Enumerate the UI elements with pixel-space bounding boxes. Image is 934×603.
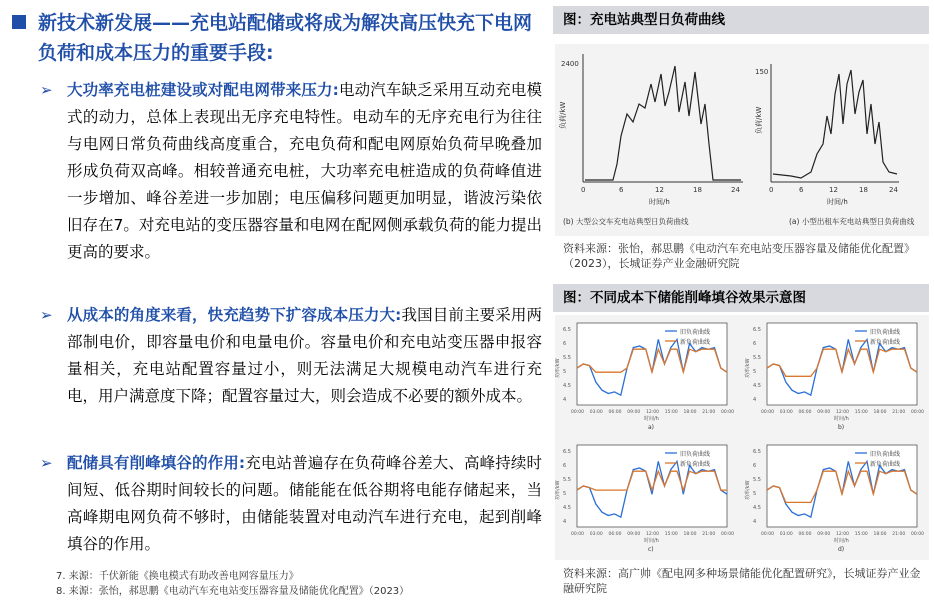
x-tick: 18:00 [683, 410, 697, 415]
x-tick: 21:00 [892, 410, 906, 415]
panel-a-xtick: 0 [769, 186, 774, 194]
figure-2-title: 图：不同成本下储能削峰填谷效果示意图 [553, 284, 929, 312]
square-bullet-icon [12, 15, 26, 29]
panel-label: c) [648, 546, 654, 553]
y-tick: 6.5 [753, 327, 761, 333]
y-axis-label: 功率/kW [555, 480, 561, 500]
panel-a-xtick: 24 [889, 186, 898, 194]
bullet-text: 电动汽车缺乏采用互动充电模式的动力，总体上表现出无序充电特性。电动车的无序充电行为往往与电网日常负荷曲线高度重合，充电负荷和配电网原始负荷早晚叠加形成负荷双高峰。相较普通充电桩，大功率充电桩造成的负荷峰值进一步增加、峰谷差进一步加剧；电压偏移问题更加明显，谐波污染依旧存在7。对充电站的变压器容量和电网在配网侧承载负荷的能力提出更高的要求。 [67, 81, 542, 261]
panel-b-xtick: 12 [655, 186, 664, 194]
y-tick: 4 [563, 397, 567, 403]
x-tick: 09:00 [627, 410, 641, 415]
x-tick: 06:00 [798, 532, 812, 537]
panel-label: d) [838, 546, 845, 553]
bullet-lead: 配储具有削峰填谷的作用: [67, 454, 246, 472]
x-tick: 00:00 [911, 410, 924, 415]
x-tick: 00:00 [761, 410, 774, 415]
x-tick: 21:00 [892, 532, 906, 537]
arrow-bullet-icon: ➢ [40, 81, 53, 99]
x-tick: 00:00 [721, 532, 734, 537]
x-tick: 03:00 [589, 532, 603, 537]
x-tick: 09:00 [817, 532, 831, 537]
panel-b-xtick: 18 [693, 186, 702, 194]
panel-a-xtick: 12 [829, 186, 838, 194]
x-tick: 21:00 [702, 532, 716, 537]
legend-old-label: 旧负荷曲线 [870, 451, 901, 458]
x-tick: 18:00 [873, 532, 887, 537]
x-axis-label: 时间/h [834, 538, 849, 544]
x-tick: 00:00 [571, 410, 584, 415]
x-tick: 06:00 [608, 410, 622, 415]
y-tick: 6.5 [753, 449, 761, 455]
panel-b-xlabel: 时间/h [649, 198, 670, 206]
y-tick: 6.5 [563, 327, 571, 333]
x-tick: 09:00 [627, 532, 641, 537]
panel-b-caption: (b) 大型公交车充电站典型日负荷曲线 [563, 217, 689, 226]
y-axis-label: 功率/kW [745, 358, 751, 378]
y-tick: 4 [753, 519, 757, 525]
figure-2-source: 资料来源：高广帅《配电网多种场景储能优化配置研究》，长城证券产业金融研究院 [563, 567, 921, 595]
y-tick: 4 [753, 397, 757, 403]
panel-a-xlabel: 时间/h [827, 198, 848, 206]
y-tick: 5 [753, 491, 757, 497]
legend-old-label: 旧负荷曲线 [680, 329, 711, 336]
panel-b-ytick: 2400 [561, 60, 579, 68]
y-tick: 6 [753, 341, 757, 347]
footnote-8: 8. 来源：张怡，郝思鹏《电动汽车充电站变压器容量及储能优化配置》（2023） [56, 586, 410, 597]
figure-2-image [555, 315, 929, 560]
figure-1-title: 图：充电站典型日负荷曲线 [553, 6, 929, 34]
x-tick: 15:00 [854, 532, 868, 537]
y-tick: 5.5 [753, 355, 761, 361]
figure-1-image [555, 44, 929, 236]
panel-a-ylabel: 负荷/kW [755, 106, 763, 134]
panel-b-ylabel: 负荷/kW [559, 101, 567, 129]
y-tick: 5.5 [563, 477, 571, 483]
y-tick: 4.5 [753, 383, 761, 389]
x-tick: 03:00 [779, 532, 793, 537]
y-tick: 6 [563, 463, 567, 469]
storage-panel [744, 323, 924, 431]
bullet-text: 充电站普遍存在负荷峰谷差大、高峰持续时间短、低谷期时间较长的问题。储能能在低谷期将电能存储起来，当高峰期电网负荷不够时，由储能装置对电动汽车进行充电，起到削峰填谷的作用。 [67, 454, 542, 553]
x-tick: 12:00 [646, 532, 659, 537]
heading-text: 新技术新发展——充电站配储或将成为解决高压快充下电网负荷和成本压力的重要手段: [38, 12, 533, 64]
y-tick: 4.5 [563, 383, 571, 389]
y-tick: 5 [563, 369, 567, 375]
x-tick: 09:00 [817, 410, 831, 415]
panel-a-xtick: 18 [859, 186, 868, 194]
panel-a-caption: (a) 小型出租车充电站典型日负荷曲线 [789, 217, 915, 226]
bullet-point-2 [40, 302, 542, 410]
x-tick: 06:00 [608, 532, 622, 537]
x-tick: 15:00 [854, 410, 868, 415]
x-tick: 18:00 [683, 532, 697, 537]
footnote-7: 7. 来源：千伏新能《换电模式有助改善电网容量压力》 [56, 571, 299, 582]
y-axis-label: 功率/kW [555, 358, 561, 378]
x-tick: 00:00 [761, 532, 774, 537]
x-tick: 12:00 [836, 410, 849, 415]
y-tick: 4 [563, 519, 567, 525]
y-tick: 5.5 [753, 477, 761, 483]
y-tick: 5 [753, 369, 757, 375]
panel-b-xtick: 24 [731, 186, 740, 194]
x-axis-label: 时间/h [834, 416, 849, 422]
legend-new-label: 新负荷曲线 [870, 461, 901, 468]
storage-panel [744, 445, 924, 553]
x-axis-label: 时间/h [644, 538, 659, 544]
bullet-lead: 大功率充电桩建设或对配电网带来压力: [67, 81, 339, 99]
x-tick: 03:00 [589, 410, 603, 415]
arrow-bullet-icon: ➢ [40, 454, 53, 472]
legend-old-label: 旧负荷曲线 [870, 329, 901, 336]
x-tick: 15:00 [664, 532, 678, 537]
bullet-text: 我国目前主要采用两部制电价，即容量电价和电量电价。容量电价和充电站变压器申报容量相关，充电站配置容量过小，则无法满足大规模电动汽车进行充电，用户满意度下降；配置容量过大，则会造成不必要的额外成本。 [67, 306, 542, 405]
y-tick: 6 [753, 463, 757, 469]
x-axis-label: 时间/h [644, 416, 659, 422]
arrow-bullet-icon: ➢ [40, 306, 53, 324]
bullet-lead: 从成本的角度来看，快充趋势下扩容成本压力大: [67, 306, 402, 324]
panel-label: a) [648, 424, 655, 431]
y-tick: 5 [563, 491, 567, 497]
x-tick: 12:00 [836, 532, 849, 537]
panel-b-xtick: 0 [581, 186, 586, 194]
legend-old-label: 旧负荷曲线 [680, 451, 711, 458]
x-tick: 18:00 [873, 410, 887, 415]
panel-a-ytick: 150 [755, 68, 769, 76]
bullet-point-3 [40, 450, 542, 558]
y-tick: 4.5 [753, 505, 761, 511]
legend-new-label: 新负荷曲线 [680, 339, 711, 346]
section-heading [12, 8, 542, 68]
x-tick: 00:00 [911, 532, 924, 537]
panel-a-xtick: 6 [799, 186, 804, 194]
figure-1-source: 资料来源：张怡，郝思鹏《电动汽车充电站变压器容量及储能优化配置》（2023），长城证券产业金融研究院 [563, 242, 915, 270]
y-tick: 6.5 [563, 449, 571, 455]
panel-label: b) [838, 424, 845, 431]
x-tick: 00:00 [721, 410, 734, 415]
y-tick: 4.5 [563, 505, 571, 511]
storage-panel [555, 445, 734, 553]
y-axis-label: 功率/kW [745, 480, 751, 500]
storage-panel [555, 323, 734, 431]
panel-b-xtick: 6 [619, 186, 624, 194]
y-tick: 5.5 [563, 355, 571, 361]
x-tick: 06:00 [798, 410, 812, 415]
y-tick: 6 [563, 341, 567, 347]
x-tick: 03:00 [779, 410, 793, 415]
bullet-point-1 [40, 77, 542, 266]
x-tick: 12:00 [646, 410, 659, 415]
x-tick: 15:00 [664, 410, 678, 415]
legend-new-label: 新负荷曲线 [680, 461, 711, 468]
x-tick: 21:00 [702, 410, 716, 415]
x-tick: 00:00 [571, 532, 584, 537]
legend-new-label: 新负荷曲线 [870, 339, 901, 346]
footnotes [56, 569, 409, 599]
